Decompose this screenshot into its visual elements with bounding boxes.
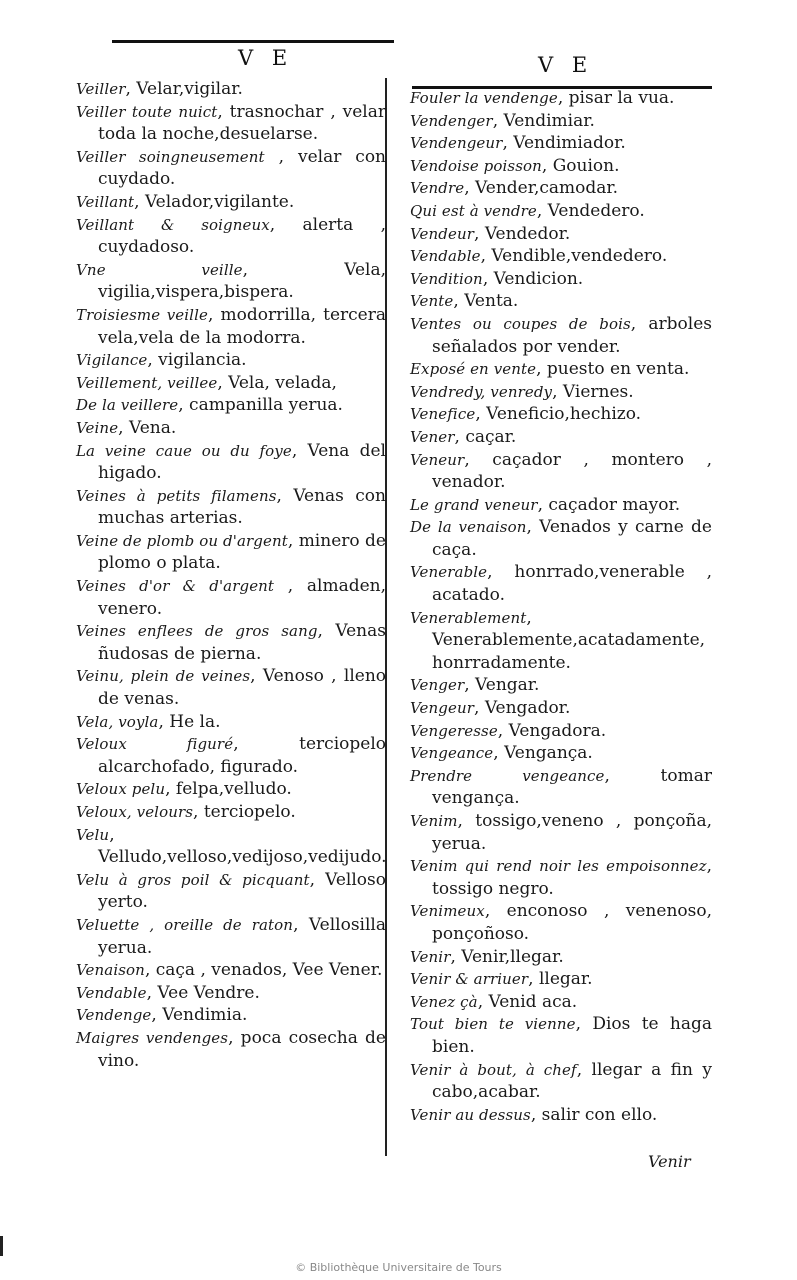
dictionary-entry (410, 403, 712, 426)
dictionary-entry (410, 381, 712, 404)
entry-translation: , pisar la vua. (557, 88, 675, 108)
entry-headword: Vengeresse (410, 721, 498, 740)
entry-translation: , Gouion. (541, 155, 620, 176)
page-edge-mark (0, 1236, 3, 1256)
entry-translation: , Venas ñudosas de pierna. (98, 621, 386, 664)
entry-translation: , Vengador. (474, 698, 571, 719)
dictionary-entry (410, 494, 712, 517)
entry-translation: , puesto en venta. (536, 359, 690, 380)
entry-translation: , Venid aca. (477, 991, 578, 1012)
dictionary-entry (76, 982, 386, 1005)
entry-translation: , Vender,camodar. (464, 178, 619, 199)
entry-headword: Veines enflees de gros sang (76, 622, 318, 641)
entry-translation: , Vendedero. (536, 200, 645, 221)
dictionary-entry (410, 1059, 712, 1104)
entry-translation: , poca cosecha de vino. (98, 1027, 386, 1071)
dictionary-entry (76, 733, 386, 778)
entry-translation: , Venta. (453, 291, 519, 312)
entry-translation: , Viernes. (552, 381, 634, 402)
entry-translation: , caça , venados, Vee Vener. (144, 960, 383, 981)
dictionary-entry (410, 132, 712, 155)
copyright-footer: © Bibliothèque Universitaire de Tours (295, 1261, 502, 1274)
dictionary-entry (76, 394, 386, 417)
entry-translation: , Vendimiar. (492, 110, 595, 131)
dictionary-entry (410, 561, 712, 606)
entry-headword: Veiller soingneusement (76, 147, 265, 166)
entry-headword: Vne veille (76, 260, 243, 279)
entry-translation: , Vena. (118, 417, 177, 438)
dictionary-entry (410, 900, 712, 945)
dictionary-entry (76, 869, 386, 914)
entry-headword: Prendre vengeance (410, 766, 605, 785)
entry-headword: Venefice (410, 405, 476, 424)
entry-headword: Veillement, veillee (76, 373, 218, 392)
dictionary-entry (410, 426, 712, 449)
dictionary-entry (410, 674, 712, 697)
dictionary-entry (76, 417, 386, 440)
entry-translation: , Veneficio,hechizo. (475, 404, 642, 425)
entry-translation: , alerta , cuydadoso. (98, 214, 386, 258)
dictionary-entry (76, 259, 386, 304)
entry-translation: , vigilancia. (147, 350, 247, 371)
entry-translation: , Vendicion. (482, 268, 584, 289)
dictionary-entry (76, 101, 386, 146)
entry-translation: , felpa,velludo. (165, 779, 292, 800)
entry-translation: , caçador mayor. (537, 494, 681, 515)
dictionary-entry (410, 720, 712, 743)
entry-headword: Venez çà (410, 992, 478, 1011)
entry-translation: , Vellosilla yerua. (98, 914, 386, 958)
entry-translation: , modorrilla, tercera vela,vela de la modorra. (98, 304, 387, 348)
dictionary-entry (410, 810, 712, 855)
dictionary-entry (410, 245, 712, 268)
dictionary-entry (410, 358, 712, 381)
dictionary-entry (76, 78, 386, 101)
entry-headword: Vendenge (76, 1006, 152, 1025)
entry-translation: , arboles señalados por vender. (432, 313, 712, 357)
dictionary-entry (410, 1104, 712, 1127)
entry-translation: , Vendedor. (474, 223, 571, 244)
dictionary-entry (76, 665, 386, 710)
entry-translation: , Vengança. (493, 743, 593, 764)
dictionary-entry (410, 449, 712, 494)
entry-headword: Veines à petits filamens (76, 486, 277, 505)
entry-headword: Fouler la vendenge (410, 89, 558, 107)
entry-headword: Vendenger (410, 111, 493, 130)
entry-translation: , tossigo,veneno , ponçoña, yerua. (432, 811, 712, 854)
dictionary-entry (76, 372, 386, 395)
entry-translation: , llegar a fin y cabo,acabar. (432, 1059, 712, 1103)
entry-translation: , Venados y carne de caça. (432, 517, 712, 560)
entry-headword: Maigres vendenges (76, 1028, 229, 1047)
dictionary-entry (410, 200, 712, 223)
entry-translation: , tomar vengança. (432, 765, 712, 809)
entry-headword: Veines d'or & d'argent (76, 577, 275, 596)
entry-translation: , Vee Vendre. (146, 982, 260, 1003)
entry-translation: , Velar,vigilar. (125, 79, 243, 99)
entry-translation: , Vengadora. (497, 720, 607, 741)
entry-headword: Velu à gros poil & picquant (76, 870, 310, 889)
entry-headword: Vigilance (76, 351, 148, 370)
running-head-right: V E (538, 53, 594, 77)
dictionary-entry (410, 855, 712, 900)
dictionary-entry (410, 110, 712, 133)
dictionary-entry (410, 268, 712, 291)
entry-headword: Veinu, plein de veines (76, 667, 251, 686)
entry-translation: , Vena del higado. (98, 440, 386, 484)
entry-translation: , He la. (158, 711, 221, 732)
entry-translation: , Dios te haga bien. (432, 1014, 712, 1057)
entry-translation: , tossigo negro. (432, 856, 712, 899)
entry-headword: Venimeux (410, 902, 485, 921)
entry-headword: Venir & arriuer (410, 970, 529, 989)
entry-headword: Vendengeur (410, 134, 503, 153)
entry-headword: Veloux, velours (76, 803, 194, 821)
entry-headword: Vendoise poisson (410, 156, 542, 175)
entry-headword: Venim qui rend noir les empoisonnez (410, 857, 707, 876)
dictionary-entry (76, 575, 386, 620)
entry-headword: Venerablement (410, 608, 527, 627)
entry-headword: Veneur (410, 450, 465, 469)
entry-headword: Vente (410, 292, 454, 311)
entry-headword: Veloux pelu (76, 780, 166, 799)
entry-headword: Vener (410, 427, 455, 446)
entry-headword: Qui est à vendre (410, 201, 537, 220)
entry-translation: , Vela, vigilia,vispera,bispera. (98, 259, 387, 303)
dictionary-entry (76, 146, 386, 191)
dictionary-entry (410, 223, 712, 246)
entry-headword: Vendre (410, 179, 465, 198)
entry-headword: Venir (410, 947, 451, 966)
entry-headword: De la venaison (410, 518, 527, 537)
entry-headword: Tout bien te vienne (410, 1015, 576, 1034)
dictionary-entry (76, 214, 386, 259)
dictionary-entry (76, 304, 386, 349)
entry-translation: , Vela, velada, (217, 372, 337, 393)
entry-headword: Veloux figuré (76, 735, 234, 754)
dictionary-entry (76, 711, 386, 734)
dictionary-entry (410, 87, 712, 110)
entry-headword: Vendredy, venredy (410, 382, 553, 401)
entry-headword: Venerable (410, 563, 488, 582)
dictionary-entry (76, 778, 386, 801)
dictionary-entry (76, 530, 386, 575)
entry-translation: , Vendible,vendedero. (480, 246, 668, 267)
entry-translation: , Velloso yerto. (98, 869, 386, 913)
dictionary-entry (410, 1013, 712, 1058)
entry-headword: Veiller toute nuict (76, 102, 218, 121)
dictionary-entry (410, 742, 712, 765)
dictionary-entry (76, 824, 386, 869)
entry-translation: , enconoso , venenoso, ponçoñoso. (432, 901, 712, 944)
dictionary-entry (410, 946, 712, 969)
dictionary-entry (76, 349, 386, 372)
entry-translation: , Velador,vigilante. (134, 191, 295, 212)
dictionary-entry (76, 1004, 386, 1027)
entry-headword: Troisiesme veille (76, 305, 208, 324)
entry-headword: Exposé en vente (410, 360, 537, 379)
entry-headword: Venir au dessus (410, 1105, 531, 1124)
entry-translation: , Venoso , lleno de venas. (98, 666, 387, 710)
entry-translation: , Venas con muchas arterias. (98, 485, 386, 529)
entry-translation: , Vendimia. (151, 1005, 248, 1026)
entry-translation: , terciopelo alcarchofado, figurado. (98, 734, 386, 777)
entry-translation: , Vendimiador. (502, 133, 626, 154)
entry-headword: Veillant (76, 192, 135, 211)
entry-headword: Veillant & soigneux (76, 215, 270, 234)
entry-translation: , trasnochar , velar toda la noche,desuelarse. (98, 101, 386, 145)
entry-translation: , llegar. (528, 969, 593, 990)
dictionary-entry (410, 765, 712, 810)
entry-headword: Vengeur (410, 699, 475, 718)
dictionary-entry (410, 697, 712, 720)
right-column (410, 87, 712, 1126)
entry-translation: , campanilla yerua. (178, 395, 343, 416)
entry-headword: Le grand veneur (410, 495, 538, 514)
dictionary-entry (410, 155, 712, 178)
dictionary-entry (410, 607, 712, 675)
dictionary-entry (76, 440, 386, 485)
entry-headword: Venim (410, 812, 458, 830)
running-head-left: V E (238, 46, 294, 70)
entry-headword: Veine de plomb ou d'argent (76, 531, 288, 550)
dictionary-entry (410, 290, 712, 313)
dictionary-entry (410, 968, 712, 991)
entry-translation: , velar con cuydado. (98, 146, 387, 190)
header-rule-left (112, 40, 394, 43)
entry-translation: , Vengar. (464, 675, 540, 696)
entry-headword: Venaison (76, 961, 145, 980)
entry-translation: , minero de plomo o plata. (98, 530, 386, 574)
entry-headword: Veine (76, 418, 119, 437)
dictionary-entry (410, 516, 712, 561)
entry-translation: , almaden, venero. (98, 576, 386, 619)
entry-translation: , terciopelo. (193, 802, 296, 822)
dictionary-entry (410, 177, 712, 200)
entry-headword: La veine caue ou du foye (76, 441, 292, 460)
entry-headword: Vengeance (410, 744, 494, 763)
catchword: Venir (648, 1152, 691, 1171)
entry-headword: Venir à bout, à chef (410, 1060, 577, 1079)
dictionary-entry (410, 991, 712, 1014)
dictionary-entry (76, 191, 386, 214)
dictionary-entry (76, 485, 386, 530)
entry-headword: Ventes ou coupes de bois (410, 314, 631, 333)
entry-headword: Veluette , oreille de raton (76, 915, 294, 934)
entry-translation: , caçador , montero , venador. (432, 449, 712, 493)
entry-translation: , Velludo,velloso,vedijoso,vedijudo. (98, 824, 387, 868)
dictionary-entry (410, 313, 712, 358)
entry-headword: Velu (76, 825, 110, 844)
entry-translation: , salir con ello. (530, 1104, 658, 1125)
entry-translation: , caçar. (454, 426, 517, 447)
left-column (76, 78, 386, 1072)
entry-translation: , honrrado,venerable , acatado. (432, 562, 712, 606)
dictionary-entry (76, 1027, 386, 1072)
entry-headword: Vendable (76, 983, 147, 1002)
entry-headword: De la veillere (76, 396, 179, 415)
entry-headword: Venger (410, 676, 465, 695)
entry-headword: Vendable (410, 247, 481, 266)
entry-headword: Vendition (410, 269, 483, 288)
entry-headword: Veiller (76, 80, 126, 98)
dictionary-entry (76, 914, 386, 959)
entry-translation: , Venerablemente,acatadamente, honrradamente. (432, 607, 706, 673)
entry-headword: Vela, voyla (76, 712, 159, 731)
entry-translation: , Venir,llegar. (450, 946, 564, 967)
entry-headword: Vendeur (410, 224, 475, 243)
dictionary-entry (76, 620, 386, 665)
dictionary-entry (76, 801, 386, 824)
dictionary-entry (76, 959, 386, 982)
